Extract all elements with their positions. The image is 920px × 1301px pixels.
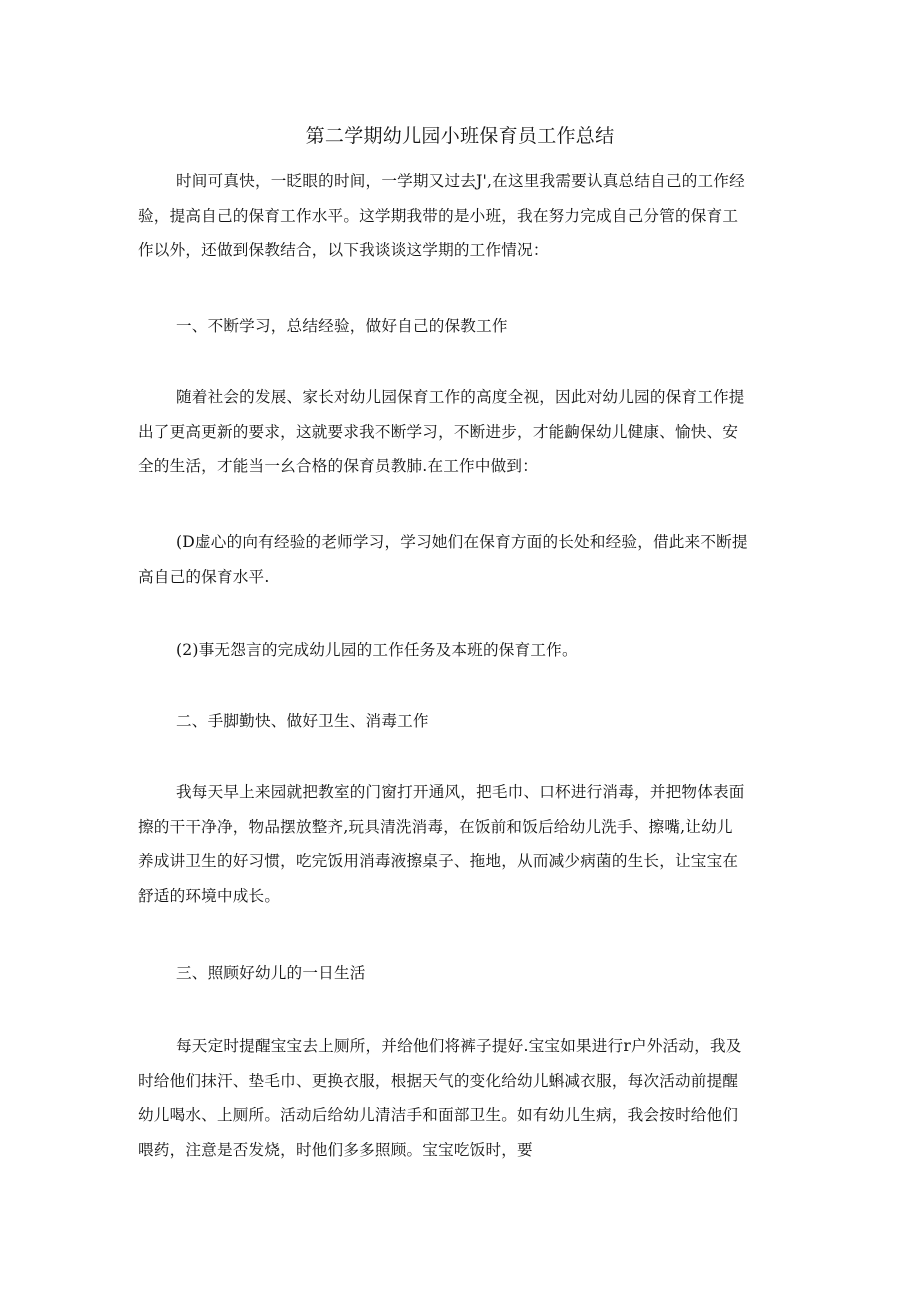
section-1-line: 出了更高更新的要求，这就要求我不断学习，不断进步，才能齣保幼儿健康、愉快、安 (138, 422, 739, 441)
list-item-2 (138, 633, 786, 668)
section-1-line: 全的生活，才能当一幺合格的保育员教肺.在工作中做到： (138, 457, 539, 475)
section-3-line: 幼儿喝水、上厕所。活动后给幼儿清洁手和面部卫生。如有幼儿生病，我会按时给他们 (138, 1106, 739, 1124)
intro-paragraph (138, 164, 786, 268)
section-3-line: 每天定时提醒宝宝去上厕所，并给他们将裤子提好.宝宝如果进行r户外活动，我及 (176, 1037, 742, 1055)
intro-line: 作以外，还做到保教结合，以下我谈谈这学期的工作情况： (138, 241, 549, 259)
section-2-line: 我每天早上来园就把教室的门窗打开通风，把毛巾、口杯进行消毒，并把物体表面 (176, 783, 745, 801)
section-2-line: 养成讲卫生的好习惯，吃完饭用消毒液擦桌子、拖地，从而减少病菌的生长，让宝宝在 (138, 852, 739, 870)
section-2-heading: 二、手脚勤快、做好卫生、消毒工作 (176, 712, 429, 730)
list-item-1-line: (D虚心的向有经验的老师学习，学习她们在保育方面的长处和经验，借此来不断提 (176, 533, 748, 551)
section-3-heading: 三、照顾好幼儿的一日生活 (176, 964, 366, 982)
list-item-1-line: 高自己的保育水平. (138, 567, 270, 586)
section-2-paragraph (138, 775, 786, 913)
list-item-2-line: (2)事无怨言的完成幼儿园的工作任务及本班的保育工作。 (176, 641, 578, 659)
intro-line: 时间可真快，一眨眼的时间，一学期又过去J',在这里我需要认真总结自己的工作经 (176, 172, 745, 190)
intro-line: 验，提高自己的保育工作水平。这学期我带的是小班，我在努力完成自己分管的保育工 (138, 206, 739, 225)
document-title: 第二学期幼儿园小班保育员工作总结 (305, 125, 615, 147)
section-1-paragraph (138, 380, 786, 484)
section-2-line: 擦的干干净净，物品摆放整齐,玩具清洗消毒，在饭前和饭后给幼儿洗手、擦嘴,让幼儿 (138, 817, 733, 836)
section-3-line: 喂药，注意是否发烧，时他们多多照顾。宝宝吃饭时，要 (138, 1140, 533, 1159)
section-3-paragraph (138, 1029, 786, 1167)
section-1-line: 随着社会的发展、家长对幼儿园保育工作的高度全视，因此对幼儿园的保育工作提 (176, 388, 745, 406)
list-item-1 (138, 525, 786, 594)
section-3-line: 时给他们抹汗、垫毛巾、更换衣服，根据天气的变化给幼儿蝌减衣服，每次活动前提醒 (138, 1071, 739, 1090)
section-2-line: 舒适的环境中成长。 (138, 886, 281, 905)
section-1-heading: 一、不断学习，总结经验，做好自己的保教工作 (176, 317, 508, 335)
